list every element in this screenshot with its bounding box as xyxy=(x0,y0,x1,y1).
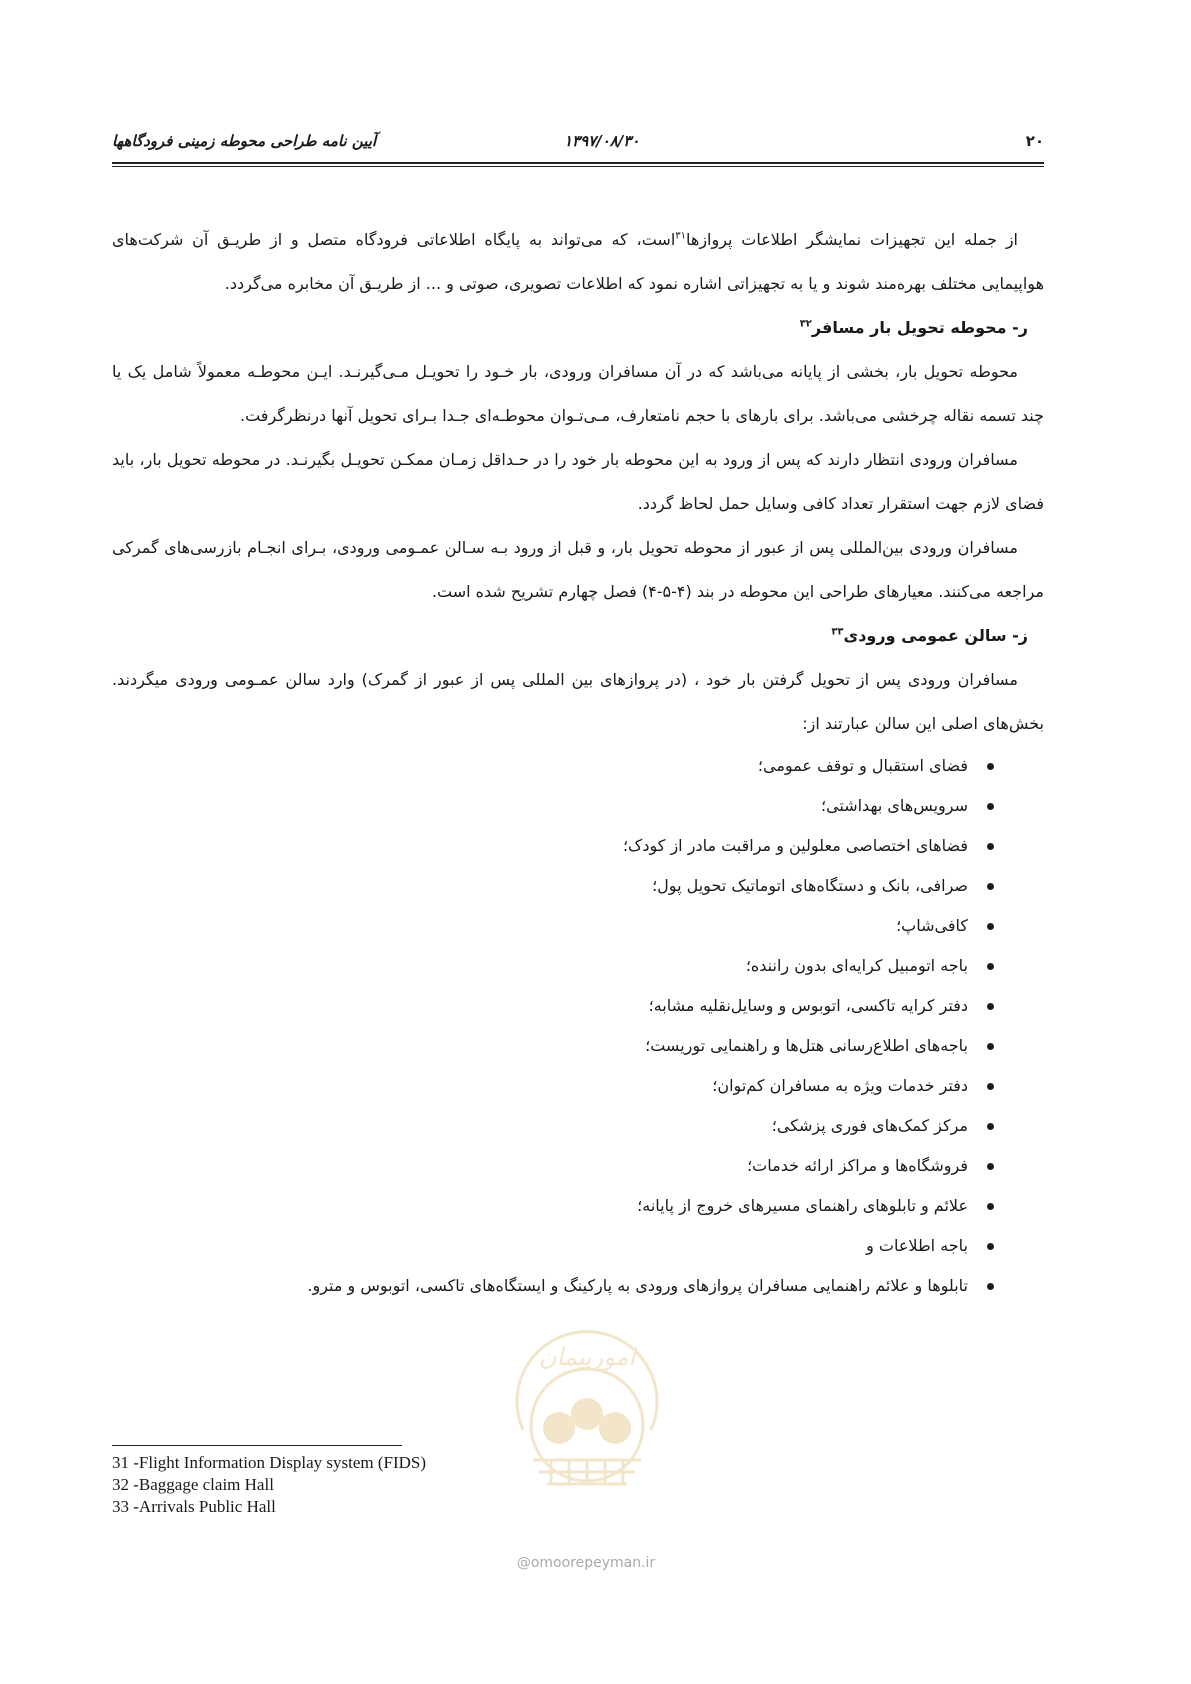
list-item: صرافی، بانک و دستگاه‌های اتوماتیک تحویل پول؛ xyxy=(112,866,998,906)
list-item: دفتر خدمات ویژه به مسافران کم‌توان؛ xyxy=(112,1066,998,1106)
footnote-rule xyxy=(112,1445,402,1446)
footnote-31: 31 -Flight Information Display system (FIDS) xyxy=(112,1453,427,1472)
page-number: ۲۰ xyxy=(1025,132,1044,150)
paragraph-fids: از جمله این تجهیزات نمایشگر اطلاعات پروازها$^{۳۱}$است، که می‌تواند به پایگاه اطلاعاتی فرودگاه متصل و از طریـق آن شرکت‌های هواپیمایی مختلف بهره‌مند شوند و یا به تجهیزاتی اشاره نمود که اطلاعات تصویری، صوتی و ... از طریـق آن مخابره می‌گردد. xyxy=(112,230,1044,293)
body-text xyxy=(112,218,1044,1306)
heading-baggage-claim: ر- محوطه تحویل بار مسافر$^{۳۲}$ xyxy=(799,318,1028,337)
footnote-32: 32 -Baggage claim Hall xyxy=(112,1475,274,1494)
footnotes xyxy=(112,1452,532,1518)
list-item: باجه اطلاعات و xyxy=(112,1226,998,1266)
watermark-logo-icon xyxy=(503,1310,671,1495)
footnote-ref-31: ۳۱ xyxy=(675,230,687,242)
list-item: مرکز کمک‌های فوری پزشکی؛ xyxy=(112,1106,998,1146)
list-item: فروشگاه‌ها و مراکز ارائه خدمات؛ xyxy=(112,1146,998,1186)
header-title: آیین نامه طراحی محوطه زمینی فرودگاهها xyxy=(112,132,377,150)
list-item: کافی‌شاپ؛ xyxy=(112,906,998,946)
paragraph-baggage-1: محوطه تحویل بار، بخشی از پایانه می‌باشد که در آن مسافران ورودی، بار خـود را تحویـل مـی‌گیرنـد. ایـن محوطـه معمولاً شامل یک یا چند تسمه نقاله چرخشی می‌باشد. برای بارهای با حجم نامتعارف، مـی‌تـوان محوطـه‌ای جـدا بـرای تحویل آنها درنظرگرفت. xyxy=(112,362,1044,425)
list-item: فضاهای اختصاصی معلولین و مراقبت مادر از کودک؛ xyxy=(112,826,998,866)
header-date: ۱۳۹۷/۰۸/۳۰ xyxy=(564,132,640,150)
list-item: دفتر کرایه تاکسی، اتوبوس و وسایل‌نقلیه مشابه؛ xyxy=(112,986,998,1026)
list-item: سرویس‌های بهداشتی؛ xyxy=(112,786,998,826)
paragraph-baggage-2: مسافران ورودی انتظار دارند که پس از ورود به این محوطه بار خود را در حـداقل زمـان ممکـن تحویـل بگیرنـد. در محوطه تحویل بار، باید فضای لازم جهت استقرار تعداد کافی وسایل حمل لحاظ گردد. xyxy=(112,450,1044,513)
list-item: فضای استقبال و توقف عمومی؛ xyxy=(112,746,998,786)
paragraph-baggage-3: مسافران ورودی بین‌المللی پس از عبور از محوطه تحویل بار، و قبل از ورود بـه سـالن عمـومی ورودی، بـرای انجـام بازرسی‌های گمرکی مراجعه می‌کنند. معیارهای طراحی این محوطه در بند (۴-۵-۴) فصل چهارم تشریح شده است. xyxy=(112,538,1044,601)
watermark-logo-text: امورپیمان xyxy=(538,1343,636,1371)
watermark-site: @omoorepeyman.ir xyxy=(516,1555,656,1571)
list-item: تابلوها و علائم راهنمایی مسافران پروازهای ورودی به پارکینگ و ایستگاه‌های تاکسی، اتوبوس و مترو. xyxy=(112,1266,998,1306)
arrivals-hall-list xyxy=(112,746,1044,1306)
list-item: علائم و تابلوهای راهنمای مسیرهای خروج از پایانه؛ xyxy=(112,1186,998,1226)
paragraph-arrivals: مسافران ورودی پس از تحویل گرفتن بار خود ، (در پروازهای بین المللی پس از عبور از گمرک) وارد سالن عمـومی ورودی میگردند. بخش‌های اصلی این سالن عبارتند از: xyxy=(112,670,1044,733)
list-item: باجه‌های اطلاع‌رسانی هتل‌ها و راهنمایی توریست؛ xyxy=(112,1026,998,1066)
page-header xyxy=(112,128,1044,160)
header-rule-thin xyxy=(112,166,1044,167)
heading-arrivals-hall: ز- سالن عمومی ورودی$^{۳۳}$ xyxy=(831,626,1028,645)
footnote-ref-32: ۳۲ xyxy=(799,318,812,330)
footnote-33: 33 -Arrivals Public Hall xyxy=(112,1497,276,1516)
list-item: باجه اتومبیل کرایه‌ای بدون راننده؛ xyxy=(112,946,998,986)
footnote-ref-33: ۳۳ xyxy=(831,626,844,638)
header-rule xyxy=(112,162,1044,164)
